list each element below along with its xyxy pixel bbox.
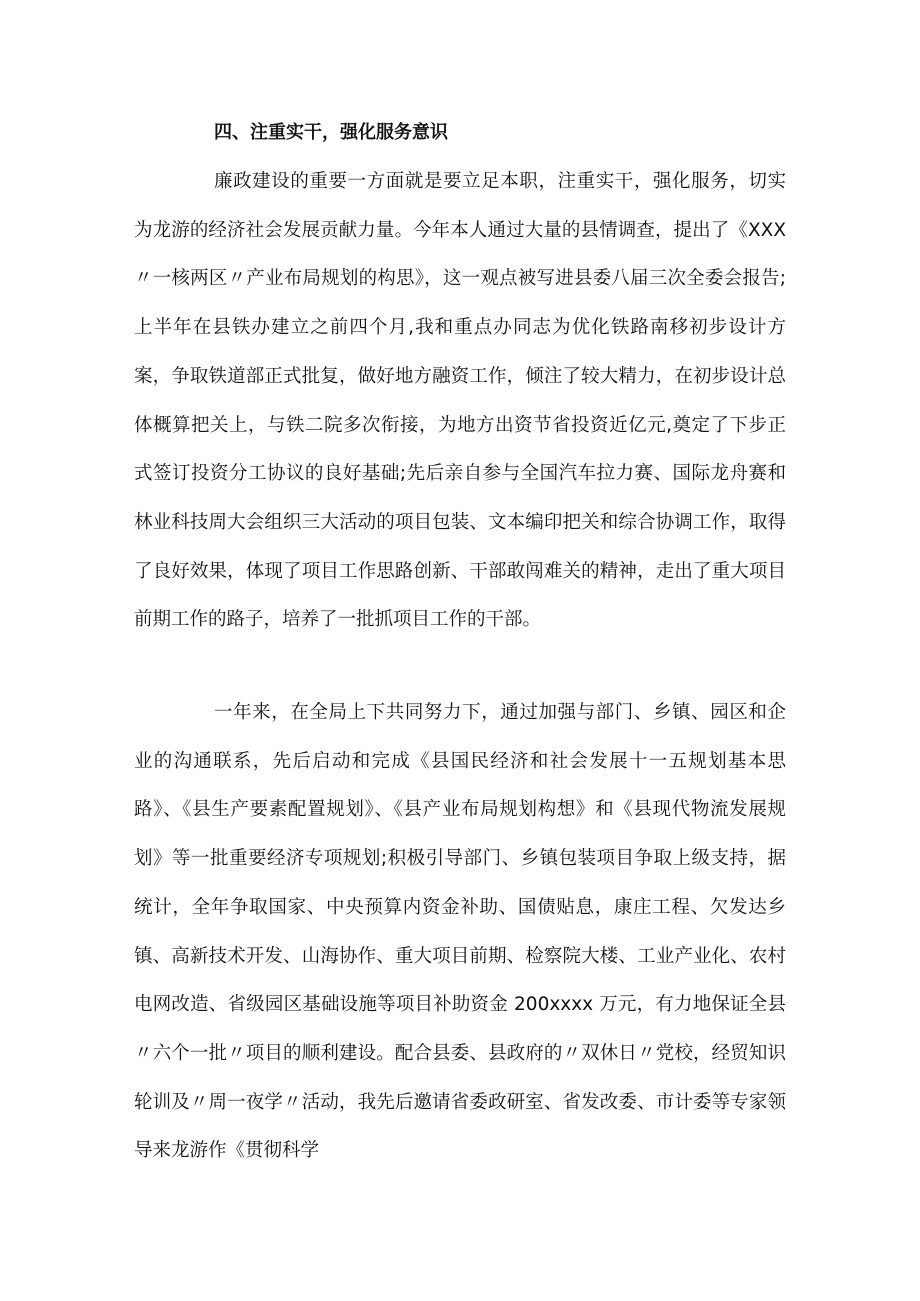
section-heading: 四、注重实干，强化服务意识: [214, 122, 448, 143]
body-paragraph-1: 廉政建设的重要一方面就是要立足本职，注重实干，强化服务，切实为龙游的经济社会发展贡献力量。今年本人通过大量的县情调查，提出了《XXX〃一核两区〃产业布局规划的构思》，这一观点被写进县委八届三次全委会报告;上半年在县铁办建立之前四个月,我和重点办同志为优化铁路南移初步设计方案，争取铁道部正式批复，做好地方融资工作，倾注了较大精力，在初步设计总体概算把关上，与铁二院多次衔接，为地方出资节省投资近亿元,奠定了下步正式签订投资分工协议的良好基础;先后亲自参与全国汽车拉力赛、国际龙舟赛和林业科技周大会组织三大活动的项目包装、文本编印把关和综合协调工作，取得了良好效果，体现了项目工作思路创新、干部敢闯难关的精神，走出了重大项目前期工作的路子，培养了一批抓项目工作的干部。: [134, 171, 786, 631]
body-paragraph-2: 一年来，在全局上下共同努力下，通过加强与部门、乡镇、园区和企业的沟通联系，先后启动和完成《县国民经济和社会发展十一五规划基本思路》、《县生产要素配置规划》、《县产业布局规划构想》和《县现代物流发展规划》等一批重要经济专项规划;积极引导部门、乡镇包装项目争取上级支持，据统计，全年争取国家、中央预算内资金补助、国债贴息，康庄工程、欠发达乡镇、高新技术开发、山海协作、重大项目前期、检察院大楼、工业产业化、农村电网改造、省级园区基础设施等项目补助资金 200xxxx 万元，有力地保证全县〃六个一批〃项目的顺利建设。配合县委、县政府的〃双休日〃党校，经贸知识轮训及〃周一夜学〃活动，我先后邀请省委政研室、省发改委、市计委等专家领导来龙游作《贯彻科学: [134, 702, 786, 1162]
